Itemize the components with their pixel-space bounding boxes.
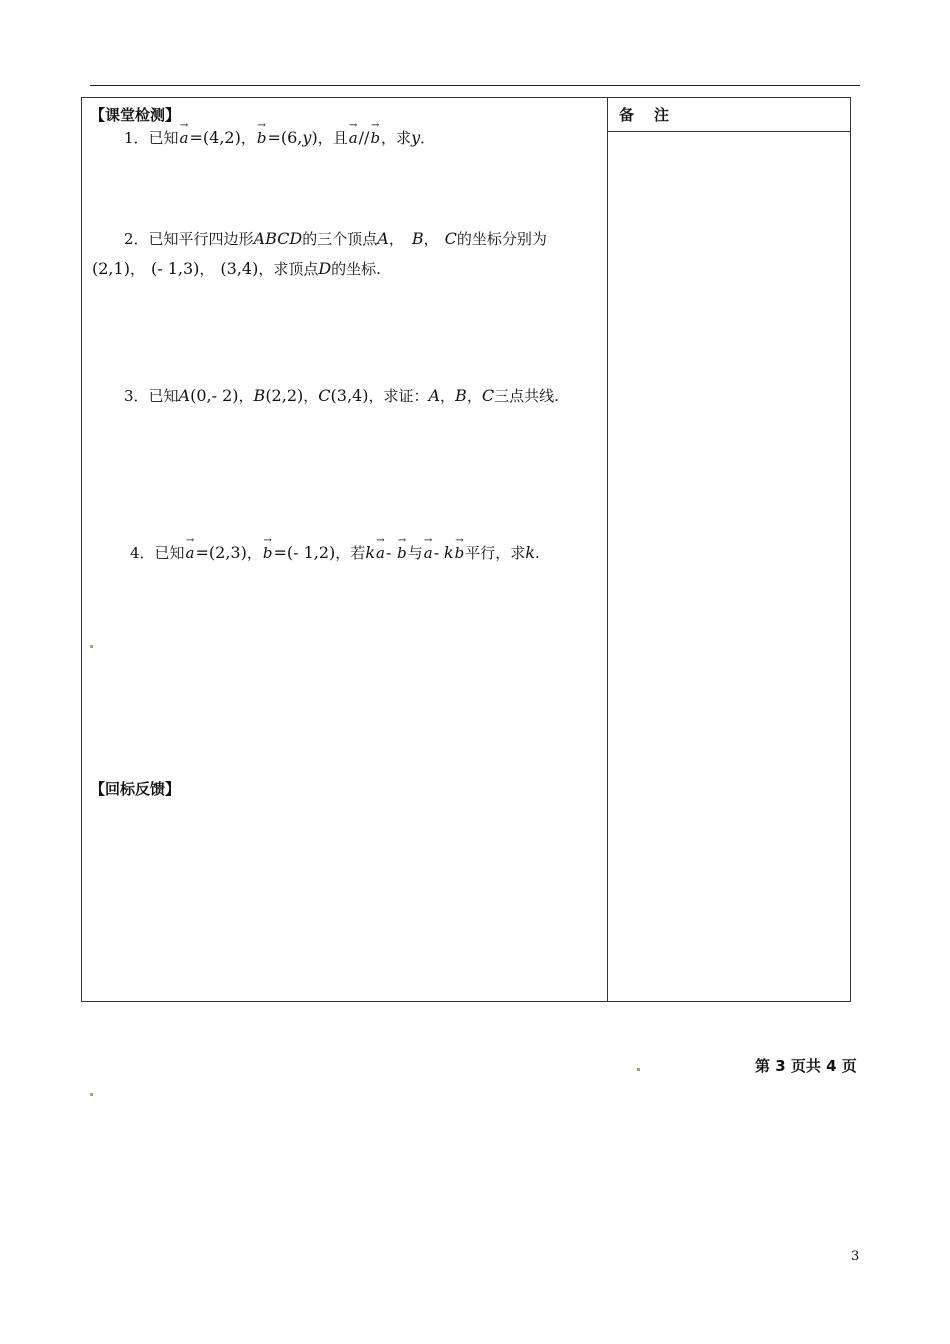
notes-title: 备注 (619, 106, 690, 124)
notes-header-divider (607, 131, 851, 132)
decorative-dot (90, 645, 93, 648)
section-title-feedback: 【回标反馈】 (90, 780, 181, 798)
top-rule (90, 85, 860, 86)
problem-1: 1．已知→ a=(4,2)，→ b=(6,y)，且→ a//→ b，求y． (124, 124, 435, 152)
problem-2-line-1: 2．已知平行四边形ABCD的三个顶点A， B， C的坐标分别为 (124, 229, 547, 248)
decorative-dot (637, 1068, 640, 1071)
page-number: 3 (851, 1249, 860, 1264)
section-title-class-check: 【课堂检测】 (90, 106, 181, 124)
column-divider (607, 98, 608, 1001)
decorative-dot (90, 1093, 93, 1096)
vector-a: → a (179, 124, 190, 152)
page-count: 第 3 页共 4 页 (755, 1057, 857, 1075)
problem-3: 3．已知A(0,- 2)，B(2,2)，C(3,4)，求证：A，B，C三点共线. (124, 386, 559, 405)
vector-b: → b (256, 124, 268, 152)
worksheet-table (81, 97, 851, 1002)
problem-2-line-2: (2,1)， (- 1,3)， (3,4)，求顶点D的坐标. (92, 259, 381, 278)
problem-4: 4．已知→ a=(2,3)，→ b=(- 1,2)，若k→ a- → b与→ a- k→ b平行，求k. (130, 539, 540, 567)
